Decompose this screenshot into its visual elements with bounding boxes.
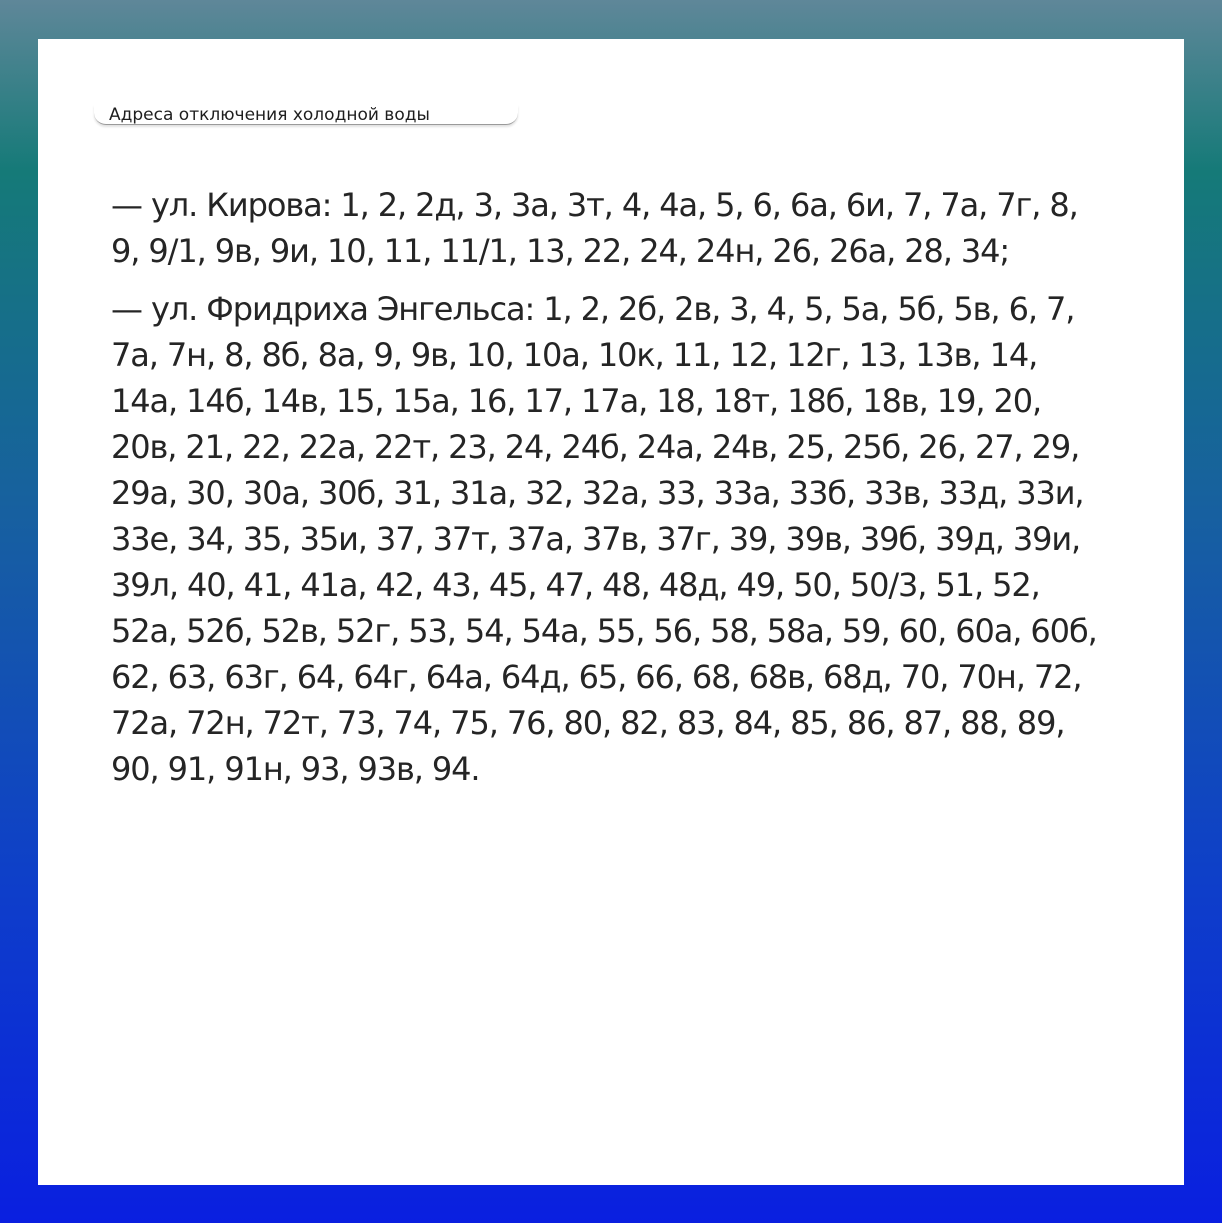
content-card <box>38 39 1184 1185</box>
section-tag: Адреса отключения холодной воды <box>94 105 518 125</box>
address-entry-kirova: — ул. Кирова: 1, 2, 2д, 3, 3а, 3т, 4, 4а, 5, 6, 6а, 6и, 7, 7а, 7г, 8, 9, 9/1, 9в, 9и, 10, 11, 11/1, 13, 22, 24, 24н, 26, 26а, 28, 34; <box>111 186 1078 270</box>
address-list <box>111 182 1111 804</box>
address-entry-engelsa: — ул. Фридриха Энгельса: 1, 2, 2б, 2в, 3, 4, 5, 5а, 5б, 5в, 6, 7, 7а, 7н, 8, 8б, 8а, 9, 9в, 10, 10а, 10к, 11, 12, 12г, 13, 13в, 14, 14а, 14б, 14в, 15, 15а, 16, 17, 17а, 18, 18т, 18б, 18в, 19, 20, 20в, 21, 22, 22а, 22т, 23, 24, 24б, 24а, 24в, 25, 25б, 26, 27, 29, 29а, 30, 30а, 30б, 31, 31а, 32, 32а, 33, 33а, 33б, 33в, 33д, 33и, 33е, 34, 35, 35и, 37, 37т, 37а, 37в, 37г, 39, 39в, 39б, 39д, 39и, 39л, 40, 41, 41а, 42, 43, 45, 47, 48, 48д, 49, 50, 50/3, 51, 52, 52а, 52б, 52в, 52г, 53, 54, 54а, 55, 56, 58, 58а, 59, 60, 60а, 60б, 62, 63, 63г, 64, 64г, 64а, 64д, 65, 66, 68, 68в, 68д, 70, 70н, 72, 72а, 72н, 72т, 73, 74, 75, 76, 80, 82, 83, 84, 85, 86, 87, 88, 89, 90, 91, 91н, 93, 93в, 94. <box>111 290 1097 788</box>
